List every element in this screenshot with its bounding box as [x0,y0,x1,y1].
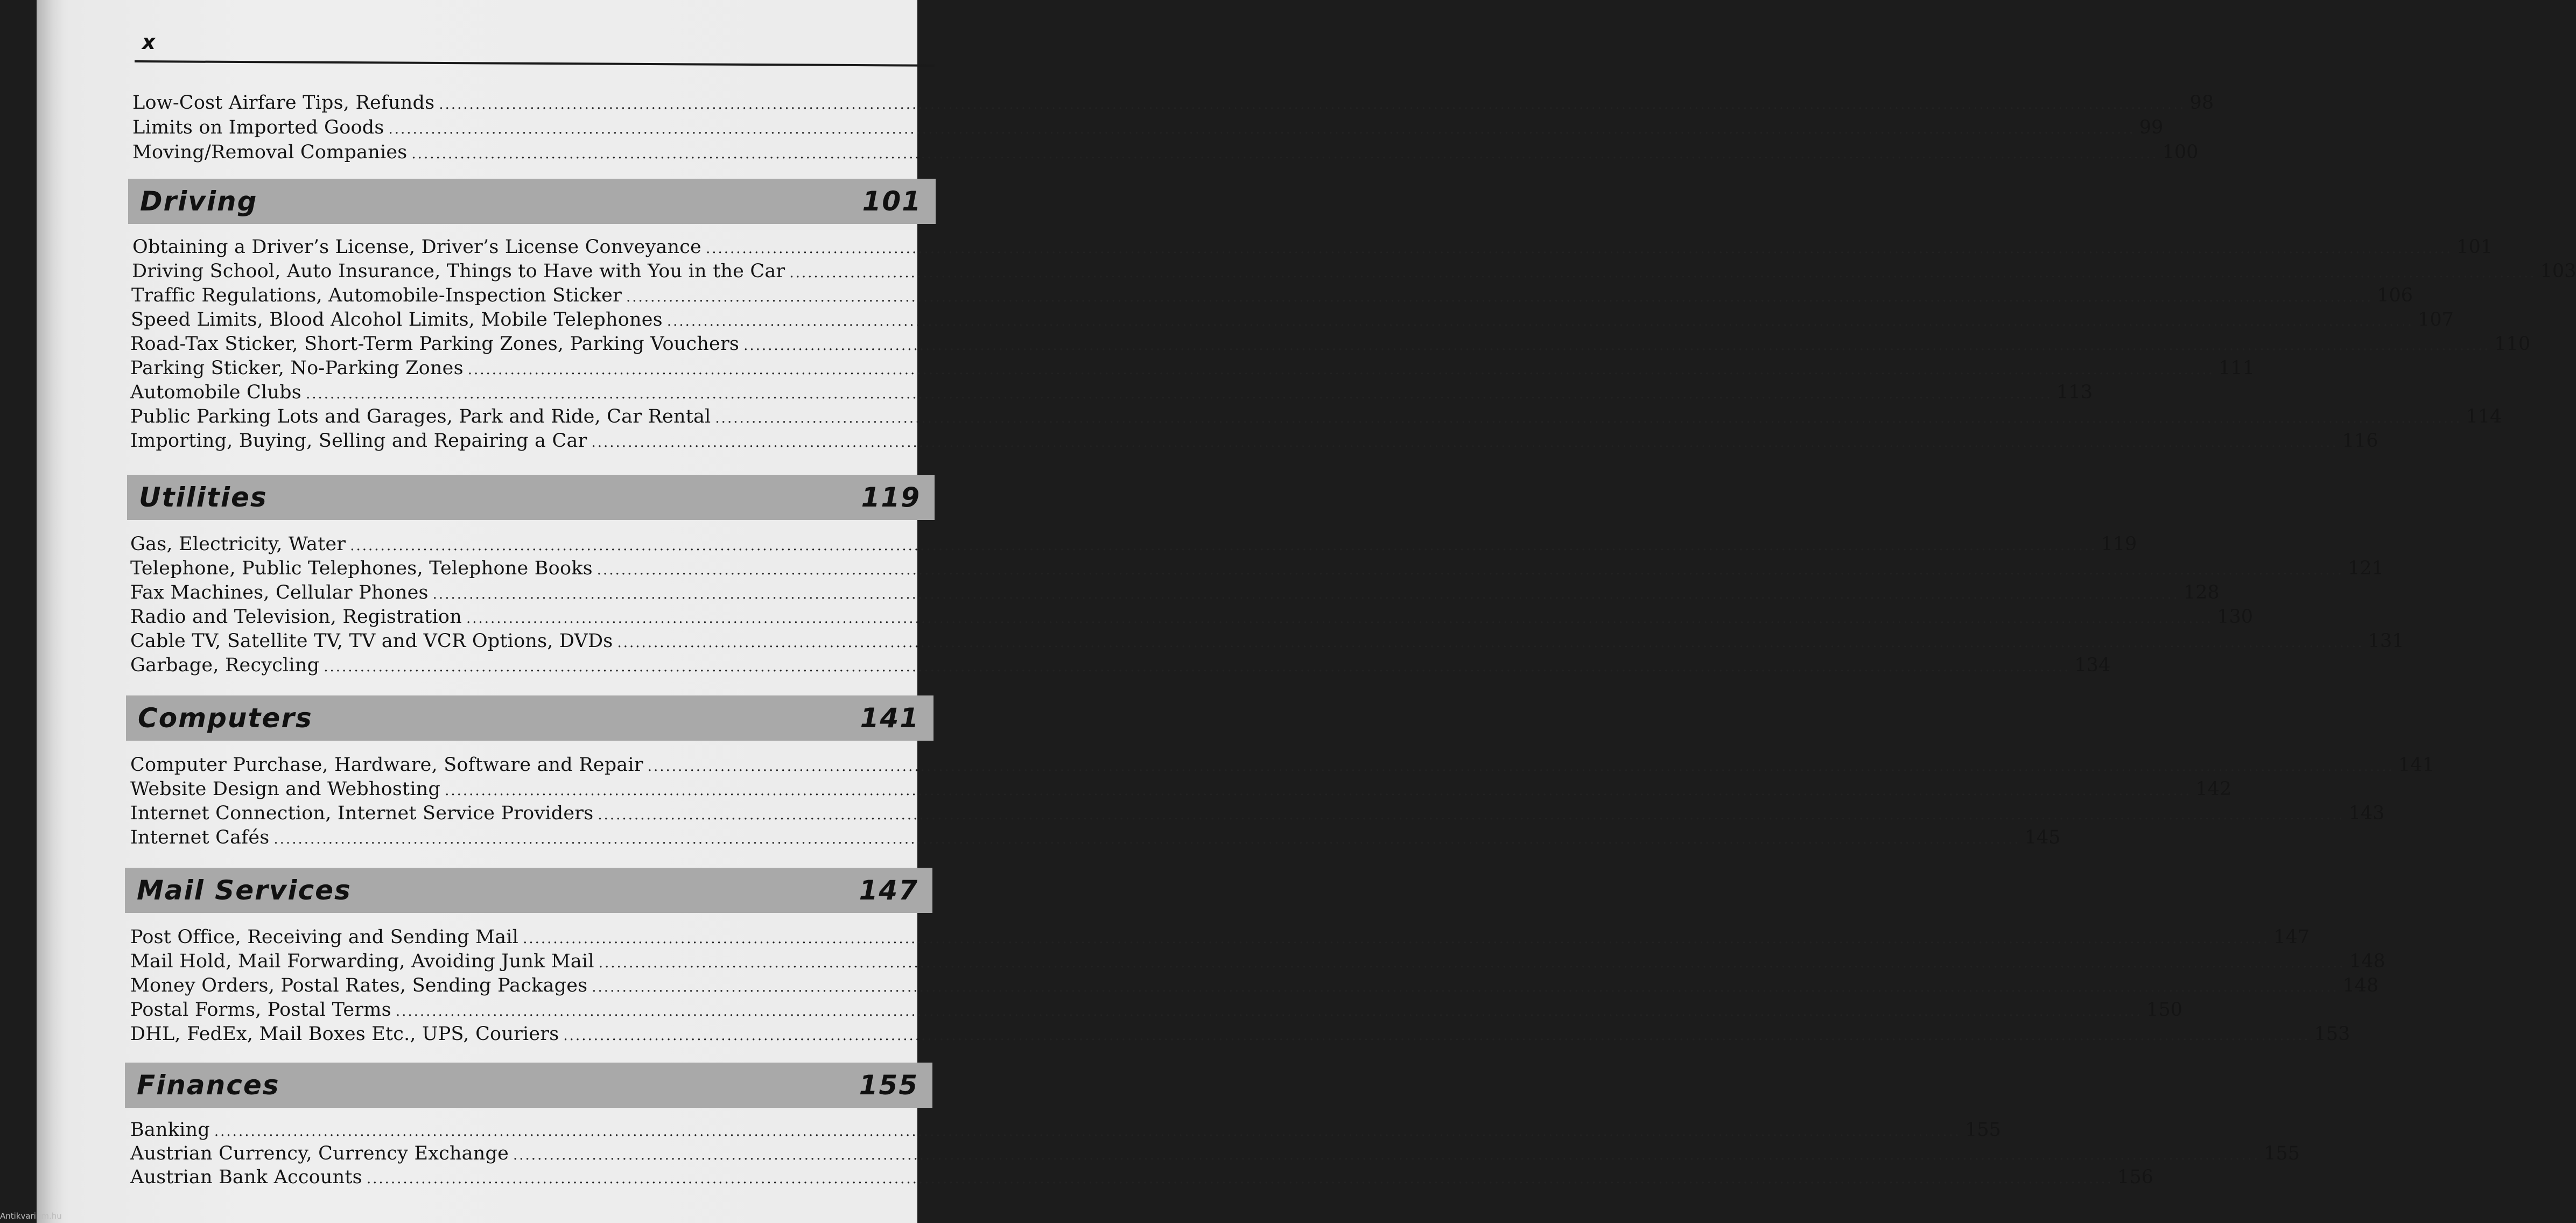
toc-entry [130,605,2253,629]
toc-entry [130,332,2531,356]
dot-leader [523,926,2269,951]
toc-entry-title: Banking [130,1119,210,1141]
toc-entry-title: Parking Sticker, No-Parking Zones [130,357,464,379]
toc-entry [130,1117,2001,1142]
toc-entry [132,140,2199,165]
section-page-number: 101 [862,186,922,217]
section-heading: Mail Services [137,875,352,906]
watermark-text: Antikvarium.hu [0,1211,62,1221]
toc-entry-title: Internet Connection, Internet Service Providers [130,803,594,824]
toc-entry-page: 134 [2074,655,2111,676]
toc-entry-page: 148 [2342,975,2379,996]
toc-entry-page: 121 [2348,558,2384,579]
toc-entry-page: 155 [2264,1143,2300,1164]
dot-leader [789,261,2536,285]
toc-entry-title: Computer Purchase, Hardware, Software and Repair [130,754,643,776]
toc-entry-title: Moving/Removal Companies [132,142,408,163]
toc-entry-title: Speed Limits, Blood Alcohol Limits, Mobile Telephones [131,309,663,331]
dot-leader [306,382,2052,406]
section-heading: Computers [138,702,313,734]
section-page-number: 147 [859,875,918,906]
toc-entry-page: 153 [2314,1023,2350,1045]
dot-leader [273,827,2020,852]
dot-leader [706,236,2452,261]
toc-entry-page: 150 [2146,999,2182,1021]
dot-leader [445,778,2191,803]
toc-entry-page: 110 [2494,333,2531,355]
toc-entry-title: Garbage, Recycling [130,655,320,676]
page-number-folio: x [142,30,156,54]
toc-entry [130,629,2404,653]
toc-entry-page: 131 [2368,630,2404,652]
dot-leader [563,1023,2310,1048]
toc-entry [130,753,2434,777]
dot-leader [367,1166,2113,1191]
toc-entry-page: 98 [2189,92,2214,114]
toc-entry [130,580,2220,605]
toc-entry [130,404,2502,429]
toc-entry [132,259,2576,284]
toc-entry-page: 106 [2377,285,2413,306]
toc-entry-title: Austrian Currency, Currency Exchange [130,1143,509,1164]
toc-entry-title: Money Orders, Postal Rates, Sending Packages [130,975,588,996]
toc-entry-title: Website Design and Webhosting [130,778,441,800]
toc-entry [130,997,2182,1022]
toc-entry-page: 128 [2183,582,2220,603]
dot-leader [617,630,2363,655]
toc-entry [130,1141,2300,1166]
toc-entry-page: 143 [2348,803,2385,824]
dot-leader [468,357,2214,382]
toc-entry [130,356,2255,381]
toc-entry-title: Postal Forms, Postal Terms [130,999,391,1021]
toc-entry [131,283,2413,308]
toc-entry-title: Automobile Clubs [130,382,301,403]
toc-entry [130,777,2232,802]
toc-entry-title: Post Office, Receiving and Sending Mail [130,926,519,948]
toc-entry-title: Limits on Imported Goods [132,117,384,138]
section-heading-band [125,1063,932,1108]
toc-entry [130,925,2310,950]
toc-entry [130,949,2385,974]
section-heading: Utilities [139,482,268,513]
header-rule [135,60,935,67]
toc-entry [132,115,2164,140]
toc-entry [130,428,2378,453]
toc-entry-page: 130 [2217,606,2253,628]
toc-entry-title: Road-Tax Sticker, Short-Term Parking Zones, Parking Vouchers [130,333,740,355]
dot-leader [599,951,2345,975]
dot-leader [433,582,2179,607]
section-heading: Finances [137,1070,280,1101]
toc-entry-page: 113 [2056,382,2093,403]
dot-leader [350,533,2096,558]
toc-entry-page: 119 [2101,533,2137,555]
toc-entry-page: 145 [2024,827,2061,848]
section-heading: Driving [140,186,258,217]
toc-entry [130,556,2384,581]
dot-leader [466,606,2213,631]
toc-entry-title: Internet Cafés [130,827,270,848]
toc-entry-title: Telephone, Public Telephones, Telephone Books [130,558,593,579]
dot-leader [743,333,2490,358]
toc-entry [130,653,2111,678]
toc-entry-page: 116 [2342,430,2378,452]
toc-entry-title: Importing, Buying, Selling and Repairing a Car [130,430,587,452]
section-heading-band [128,179,936,224]
toc-entry-page: 103 [2540,261,2576,282]
dot-leader [411,142,2158,166]
toc-entry [130,1165,2153,1190]
toc-entry-page: 142 [2195,778,2232,800]
section-page-number: 155 [859,1070,918,1101]
toc-entry [130,825,2061,850]
toc-entry [131,307,2454,332]
toc-entry-title: Austrian Bank Accounts [130,1166,362,1188]
toc-entry-page: 155 [1965,1119,2001,1141]
dot-leader [648,754,2394,779]
section-heading-band [127,475,935,520]
toc-entry [132,90,2214,115]
toc-entry-page: 156 [2117,1166,2153,1188]
page-gutter-shadow [37,0,64,1223]
toc-entry [130,973,2379,998]
dot-leader [715,406,2461,431]
toc-entry-page: 100 [2162,142,2199,163]
toc-entry [130,380,2093,405]
dot-leader [389,117,2135,142]
toc-entry [130,1022,2350,1046]
dot-leader [598,803,2344,827]
dot-leader [324,655,2070,679]
toc-entry-title: Cable TV, Satellite TV, TV and VCR Options, DVDs [130,630,613,652]
toc-entry-title: Traffic Regulations, Automobile-Inspection Sticker [131,285,622,306]
toc-entry-page: 141 [2398,754,2434,776]
toc-entry [132,235,2493,259]
toc-entry-page: 111 [2218,357,2255,379]
section-heading-band [125,868,932,913]
dot-leader [439,92,2185,117]
toc-entry-page: 147 [2273,926,2310,948]
toc-entry-title: Low-Cost Airfare Tips, Refunds [132,92,435,114]
toc-entry-page: 107 [2418,309,2454,331]
toc-entry-title: Radio and Television, Registration [130,606,462,628]
dot-leader [513,1143,2259,1168]
dot-leader [597,558,2343,582]
dot-leader [591,430,2338,455]
toc-entry-title: Obtaining a Driver’s License, Driver’s License Conveyance [132,236,701,258]
toc-entry-page: 148 [2349,951,2385,972]
toc-entry-title: DHL, FedEx, Mail Boxes Etc., UPS, Couriers [130,1023,559,1045]
toc-entry-title: Fax Machines, Cellular Phones [130,582,429,603]
toc-entry-title: Driving School, Auto Insurance, Things to Have with You in the Car [132,261,785,282]
dot-leader [667,309,2413,334]
toc-entry-page: 114 [2466,406,2502,427]
section-page-number: 141 [860,702,920,734]
dot-leader [396,999,2142,1024]
toc-entry-title: Gas, Electricity, Water [130,533,346,555]
toc-entry-page: 99 [2139,117,2164,138]
section-page-number: 119 [861,482,921,513]
toc-entry [130,801,2385,826]
book-page [37,0,2576,1223]
dot-leader [626,285,2373,310]
section-heading-band [126,695,933,741]
toc-entry-title: Public Parking Lots and Garages, Park and Ride, Car Rental [130,406,711,427]
toc-entry [130,532,2137,557]
dot-leader [214,1119,1961,1144]
toc-entry-title: Mail Hold, Mail Forwarding, Avoiding Junk Mail [130,951,594,972]
toc-entry-page: 101 [2456,236,2493,258]
dot-leader [592,975,2338,1000]
